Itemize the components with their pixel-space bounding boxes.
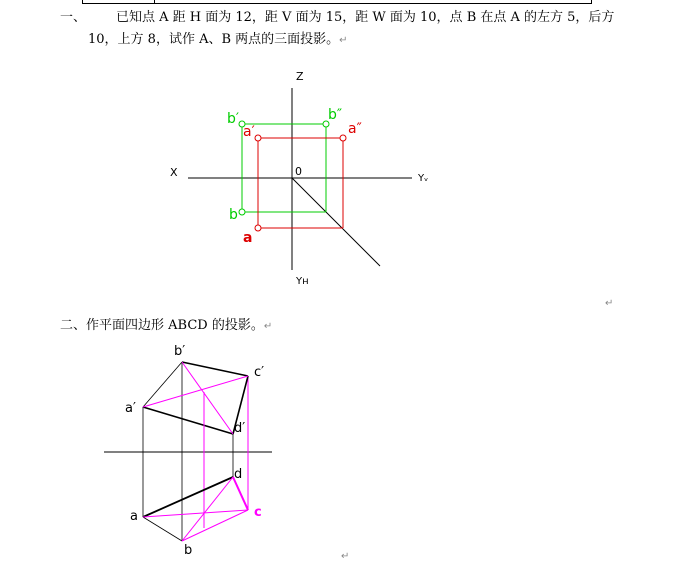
label-c-prime: c′ [254, 365, 265, 380]
label-a-w: a″ [348, 121, 362, 137]
label-b-prime: b′ [174, 344, 186, 359]
label-b-h: b [229, 207, 238, 223]
origin-label: 0 [295, 165, 302, 178]
label-a-prime: a′ [125, 401, 136, 416]
paragraph-mark: ↵ [339, 35, 348, 46]
axis-label-yw: Yᵥ [418, 173, 429, 184]
paragraph-mark: ↵ [341, 551, 350, 562]
problem1-line2-text: 10，上方 8，试作 A、B 两点的三面投影。 [88, 32, 340, 47]
axis-label-z: Z [296, 70, 304, 83]
label-a-h: a [243, 230, 253, 246]
v-construction-lines [143, 362, 248, 528]
axis-label-x: X [170, 166, 178, 179]
label-b: b [184, 543, 193, 558]
label-b-v: b′ [227, 111, 240, 127]
label-a: a [130, 509, 138, 524]
label-a-v: a′ [243, 124, 255, 140]
problem1-line1: 已知点 A 距 H 面为 12，距 V 面为 15，距 W 面为 10，点 B 在点 A 的左方 5，后方 [116, 10, 615, 25]
h-projection [143, 477, 233, 541]
paragraph-mark: ↵ [263, 321, 273, 332]
problem2-title: 二、作平面四边形 ABCD 的投影。 [60, 318, 264, 333]
axis-label-yh: Yʜ [296, 276, 309, 287]
label-d-prime: d′ [234, 421, 246, 436]
label-d: d [234, 467, 243, 482]
h-construction-lines [143, 477, 248, 541]
problem1-number: 一、 [60, 10, 87, 25]
label-c: c [254, 505, 262, 520]
label-b-w: b″ [328, 107, 343, 123]
v-projection [143, 362, 248, 434]
paragraph-mark: ↵ [605, 298, 614, 309]
